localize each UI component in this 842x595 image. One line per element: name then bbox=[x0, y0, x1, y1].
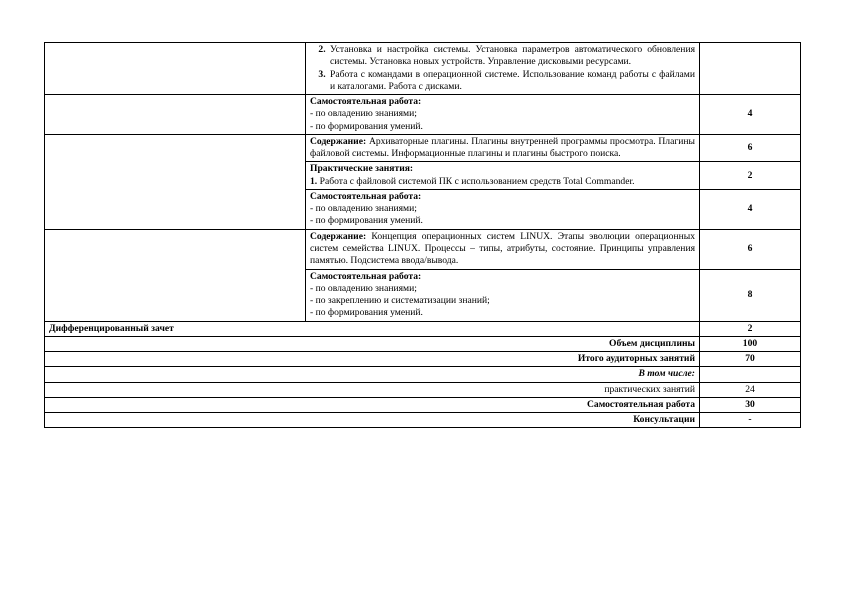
table-row bbox=[45, 43, 801, 95]
summary-label: Самостоятельная работа bbox=[45, 397, 700, 412]
content-line: - по овладению знаниями; bbox=[310, 282, 417, 294]
summary-label: В том числе: bbox=[45, 367, 700, 382]
table-row bbox=[45, 229, 801, 269]
hours-cell: 6 bbox=[700, 134, 801, 162]
hours-cell: 4 bbox=[700, 189, 801, 229]
summary-row bbox=[45, 367, 801, 382]
list-item bbox=[328, 44, 695, 69]
summary-value bbox=[700, 367, 801, 382]
content-text: Работа с файловой системой ПК с использованием средств Total Commander. bbox=[319, 175, 635, 187]
section-heading: Самостоятельная работа: bbox=[310, 190, 422, 202]
curriculum-table bbox=[44, 42, 801, 428]
table-row bbox=[45, 95, 801, 135]
content-cell bbox=[306, 95, 700, 135]
content-line: - по овладению знаниями; bbox=[310, 108, 417, 120]
list-item-text: Работа с командами в операционной системе. Использование команд работы с файлами и каталогами. Работа с дисками. bbox=[330, 68, 695, 92]
summary-label: Дифференцированный зачет bbox=[45, 321, 700, 336]
hours-cell: 6 bbox=[700, 229, 801, 269]
section-heading: Практические занятия: bbox=[310, 163, 414, 175]
content-line: - по закреплению и систематизации знаний; bbox=[310, 295, 490, 307]
topic-cell bbox=[45, 229, 306, 321]
summary-value: 2 bbox=[700, 321, 801, 336]
summary-value: - bbox=[700, 413, 801, 428]
summary-label: Объем дисциплины bbox=[45, 336, 700, 351]
content-label: Содержание: bbox=[310, 135, 367, 147]
topic-cell-continued bbox=[45, 43, 306, 95]
list-item-text: Установка и настройка системы. Установка параметров автоматического обновления системы. Установка новых устройств. Управление дисковыми ресурсами. bbox=[330, 44, 695, 68]
content-line: - по формирования умений. bbox=[310, 120, 423, 132]
section-heading: Самостоятельная работа: bbox=[310, 270, 422, 282]
content-text: Концепция операционных систем LINUX. Этапы эволюции операционных систем семейства LINUX. Процессы – типы, атрибуты, состояние. Принципы управления памятью. Подсистема ввода/вывода. bbox=[310, 230, 695, 267]
summary-value: 70 bbox=[700, 352, 801, 367]
summary-row bbox=[45, 336, 801, 351]
content-cell bbox=[306, 134, 700, 162]
content-line: - по формирования умений. bbox=[310, 215, 423, 227]
content-cell bbox=[306, 43, 700, 95]
summary-value: 100 bbox=[700, 336, 801, 351]
content-cell bbox=[306, 269, 700, 321]
topic-cell-continued bbox=[45, 95, 306, 135]
summary-row bbox=[45, 321, 801, 336]
summary-label: Консультации bbox=[45, 413, 700, 428]
summary-label: практических занятий bbox=[45, 382, 700, 397]
summary-label: Итого аудиторных занятий bbox=[45, 352, 700, 367]
content-cell bbox=[306, 189, 700, 229]
topic-cell bbox=[45, 134, 306, 229]
content-line: - по овладению знаниями; bbox=[310, 203, 417, 215]
content-label: Содержание: bbox=[310, 230, 367, 242]
summary-value: 30 bbox=[700, 397, 801, 412]
content-text: Архиваторные плагины. Плагины внутренней программы просмотра. Плагины файловой системы. Информационные плагины и плагины быстрого поиска. bbox=[310, 135, 696, 160]
summary-row bbox=[45, 352, 801, 367]
summary-row bbox=[45, 397, 801, 412]
section-heading: Самостоятельная работа: bbox=[310, 96, 422, 108]
summary-value: 24 bbox=[700, 382, 801, 397]
content-line: - по формирования умений. bbox=[310, 307, 423, 319]
summary-row bbox=[45, 413, 801, 428]
item-number: 1. bbox=[310, 175, 318, 187]
hours-cell: 4 bbox=[700, 95, 801, 135]
content-list bbox=[310, 44, 695, 93]
content-cell bbox=[306, 229, 700, 269]
list-item bbox=[328, 69, 695, 94]
hours-cell: 2 bbox=[700, 162, 801, 190]
summary-row bbox=[45, 382, 801, 397]
hours-cell: 8 bbox=[700, 269, 801, 321]
hours-cell bbox=[700, 43, 801, 95]
content-cell bbox=[306, 162, 700, 190]
table-row bbox=[45, 134, 801, 162]
